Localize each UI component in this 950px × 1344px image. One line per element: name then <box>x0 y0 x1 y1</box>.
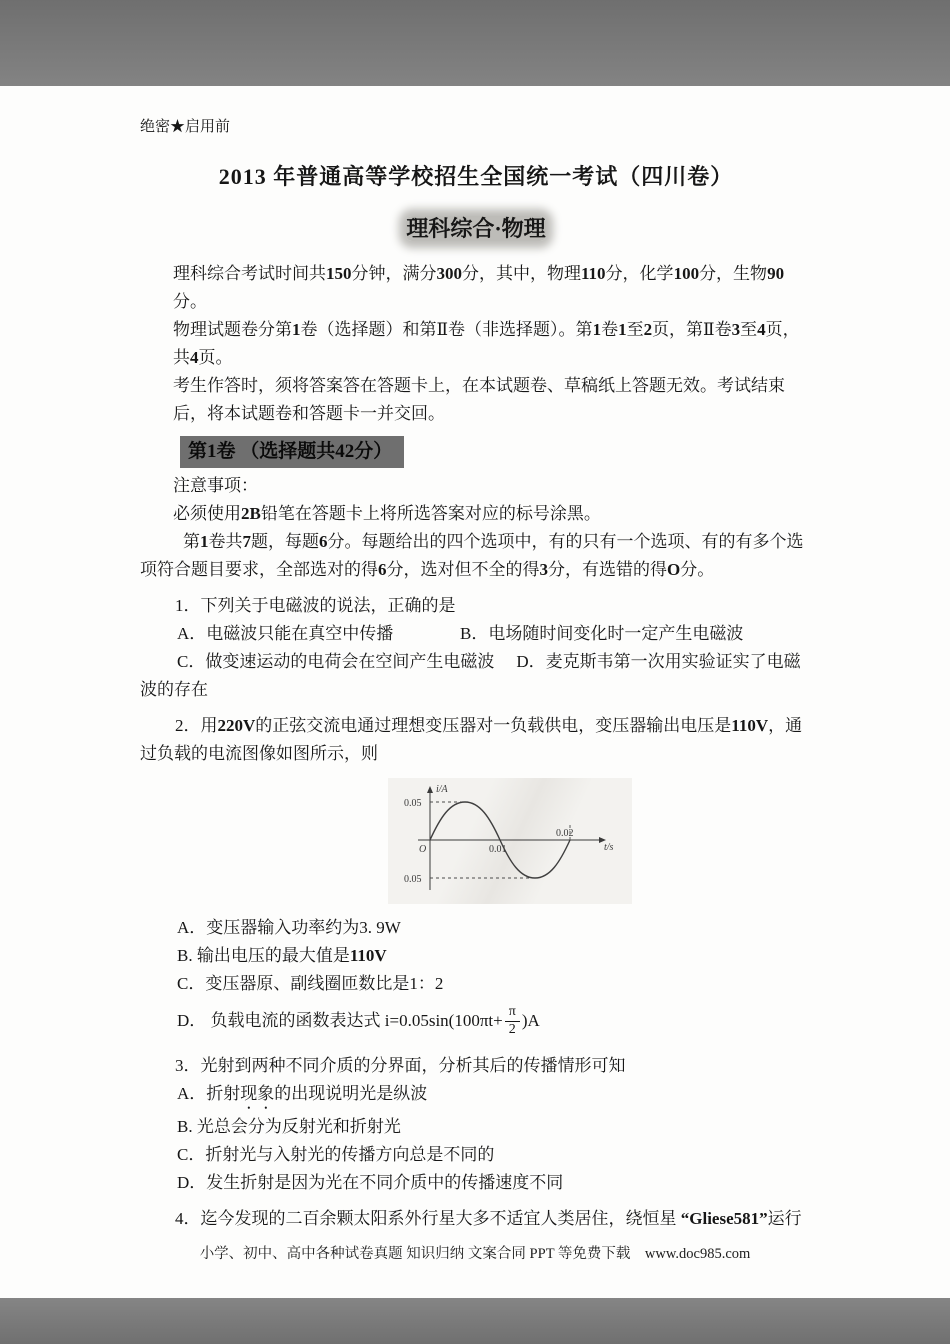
exam-subtitle <box>140 214 812 244</box>
question-2-stem: 2．用220V的正弦交流电通过理想变压器对一负载供电，变压器输出电压是110V，通过负载的电流图像如图所示，则 <box>140 716 803 763</box>
footer-watermark: 小学、初中、高中各种试卷真题 知识归纳 文案合同 PPT 等免费下载 www.doc985.com <box>199 1246 751 1262</box>
intro-paragraph-structure: 物理试题卷分第1卷（选择题）和第Ⅱ卷（非选择题）。第1卷1至2页，第Ⅱ卷3至4页，共4页。 <box>173 320 800 367</box>
intro-paragraph-answering: 考生作答时，须将答案答在答题卡上，在本试题卷、草稿纸上答题无效。考试结束后，将本试题卷和答题卡一并交回。 <box>173 376 785 423</box>
graph-ymax-label: 0.05 <box>404 798 422 809</box>
q1-option-c: C．做变速运动的电荷会在空间产生电磁波 <box>177 652 495 671</box>
section-1 <box>140 436 812 468</box>
graph-origin-label: O <box>419 844 427 855</box>
q2-option-d-pre: D． 负载电流的函数表达式 i=0.05sin(100πt+ <box>177 1011 503 1030</box>
exam-page <box>0 86 950 1298</box>
question-3 <box>140 1052 812 1197</box>
q1-option-a: A．电磁波只能在真空中传播 <box>177 624 394 643</box>
question-1-stem: 1．下列关于电磁波的说法，正确的是 <box>175 596 456 615</box>
question-4-stem: 4．迄今发现的二百余颗太阳系外行星大多不适宜人类居住，绕恒星 “Gliese581”运行 <box>175 1209 802 1228</box>
q2-option-c: C．变压器原、副线圈匝数比是1：2 <box>177 974 444 993</box>
q3-option-b: B. 光总会分为反射光和折射光 <box>177 1117 401 1136</box>
intro-paragraph-duration: 理科综合考试时间共150分钟，满分300分，其中，物理110分，化学100分，生物90分。 <box>173 264 785 311</box>
fraction-denominator: 2 <box>508 1021 516 1037</box>
question-2 <box>140 712 812 1044</box>
section-1-header: 第1卷 （选择题共42分） <box>180 436 404 468</box>
graph-xtick-001: 0.01 <box>489 844 507 855</box>
graph-xlabel: t/s <box>604 842 614 853</box>
graph-xtick-002: 0.02 <box>556 828 574 839</box>
q3-option-d: D．发生折射是因为光在不同介质中的传播速度不同 <box>177 1173 564 1192</box>
exam-subtitle-text: 理科综合·物理 <box>406 216 546 241</box>
q1-option-b: B．电场随时间变化时一定产生电磁波 <box>460 624 744 643</box>
q1-option-d: D．麦克斯韦第一次用实验证实了电磁波的存在 <box>140 652 801 699</box>
question-4 <box>140 1205 812 1233</box>
section-1-notes <box>140 472 812 584</box>
note-pencil: 必须使用2B铅笔在答题卡上将所选答案对应的标号涂黑。 <box>173 504 601 523</box>
exam-title: 2013 年普通高等学校招生全国统一考试（四川卷） <box>218 164 734 189</box>
question-1 <box>140 592 812 704</box>
fraction-numerator: π <box>505 1005 520 1022</box>
q3-option-c: C．折射光与入射光的传播方向总是不同的 <box>177 1145 495 1164</box>
graph-ymin-label: 0.05 <box>404 874 422 885</box>
exam-intro <box>140 260 812 428</box>
scan-margin-bottom <box>0 1298 950 1344</box>
q2-option-b: B. 输出电压的最大值是110V <box>177 946 387 965</box>
q3-option-a: A．折射现象的出现说明光是纵波 <box>177 1084 428 1103</box>
fraction-pi-over-2 <box>505 1005 520 1037</box>
graph-ylabel: i/A <box>436 784 448 795</box>
question-1-options-ab <box>177 620 812 648</box>
classification-label: 绝密★启用前 <box>140 119 231 135</box>
q2-option-d <box>177 998 812 1044</box>
note-scoring: 第1卷共7题，每题6分。每题给出的四个选项中，有的只有一个选项、有的有多个选项符合题目要求，全部选对的得6分，选对但不全的得3分，有选错的得O分。 <box>140 532 804 579</box>
q2-option-a: A．变压器输入功率约为3. 9W <box>177 918 401 937</box>
y-axis-arrow <box>427 786 433 793</box>
scan-margin-top <box>0 0 950 86</box>
notes-title: 注意事项： <box>173 476 258 495</box>
current-vs-time-graph <box>388 778 632 904</box>
question-1-options-cd <box>140 648 812 704</box>
q2-option-d-post: )A <box>521 1011 540 1030</box>
current-graph-figure <box>388 778 632 904</box>
question-3-stem: 3．光射到两种不同介质的分界面，分析其后的传播情形可知 <box>175 1056 626 1075</box>
